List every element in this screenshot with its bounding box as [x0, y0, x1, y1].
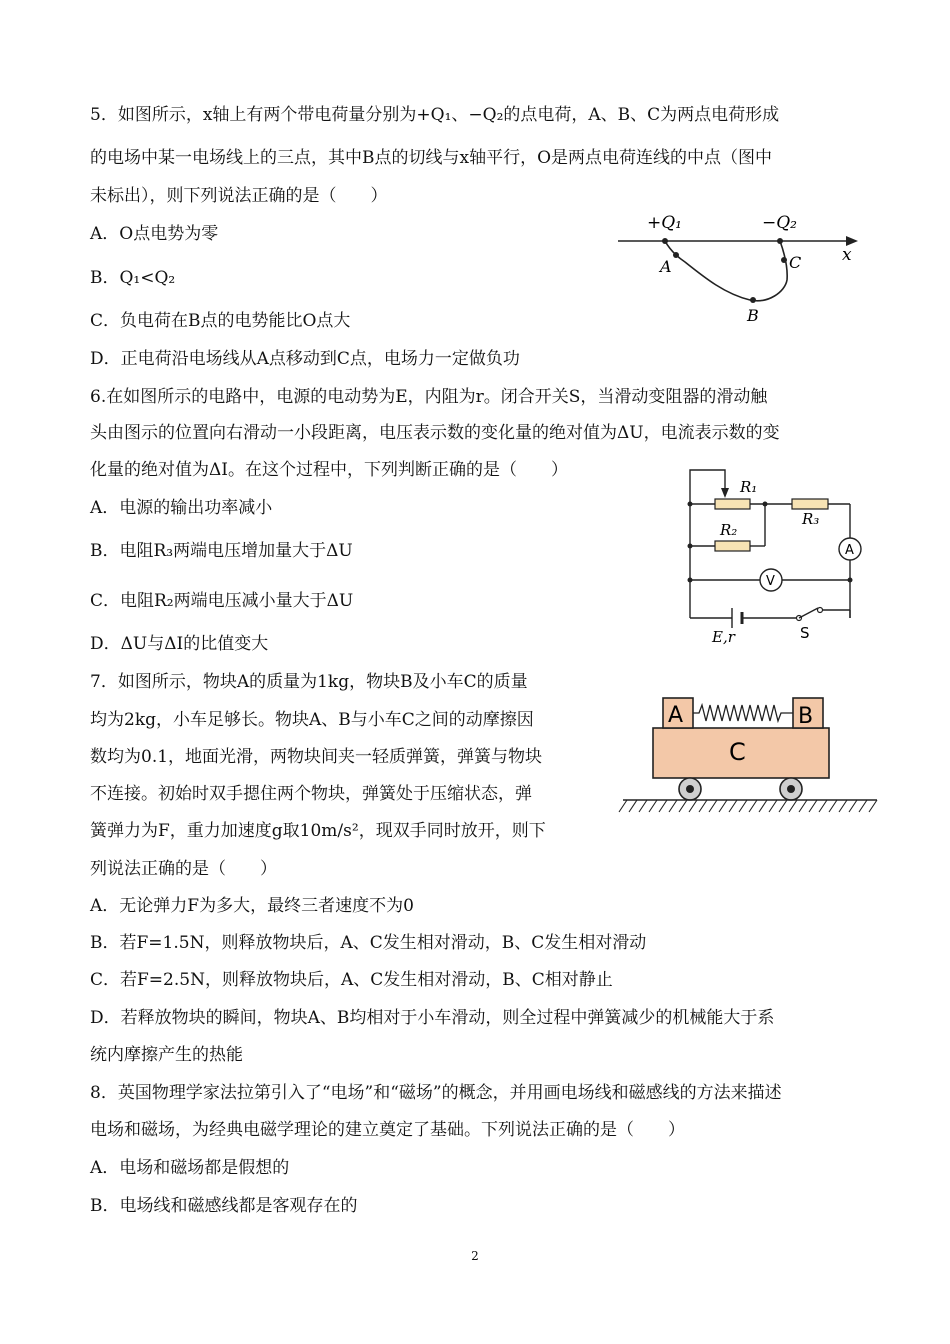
- junction-dot: [763, 502, 768, 507]
- resistor-r1: [715, 499, 750, 509]
- q5-option-c: C．负电荷在B点的电势能比O点大: [90, 311, 351, 331]
- label-q1: +Q₁: [647, 213, 682, 233]
- q5-option-a: A．O点电势为零: [90, 224, 219, 244]
- page-number: 2: [471, 1249, 479, 1263]
- q8-option-b: B．电场线和磁感线都是客观存在的: [90, 1196, 358, 1216]
- label-x: x: [842, 245, 852, 265]
- junction-dot: [688, 578, 693, 583]
- q7-stem-line: 数均为0.1，地面光滑，两物块间夹一轻质弹簧，弹簧与物块: [90, 747, 543, 767]
- label-switch: S: [800, 624, 810, 642]
- switch-contact: [818, 608, 823, 613]
- label-r2: R₂: [720, 521, 738, 539]
- label-c: C: [729, 738, 746, 766]
- q7-stem-line: 均为2kg，小车足够长。物块A、B与小车C之间的动摩擦因: [90, 710, 534, 730]
- q5-stem-line: 5．如图所示，x轴上有两个带电荷量分别为+Q₁、−Q₂的点电荷，A、B、C为两点电荷形成: [90, 105, 780, 125]
- ammeter-label: A: [845, 543, 854, 558]
- switch-lever: [799, 608, 818, 618]
- point-c-dot: [781, 257, 787, 263]
- q6-stem-line: 6.在如图所示的电路中，电源的电动势为E，内阻为r。闭合开关S，当滑动变阻器的滑动触: [90, 387, 768, 407]
- q7-stem-line: 不连接。初始时双手摁住两个物块，弹簧处于压缩状态，弹: [90, 784, 532, 804]
- point-a-dot: [673, 252, 679, 258]
- field-line-curve: [665, 241, 787, 301]
- resistor-r3: [792, 499, 828, 509]
- q7-stem-line: 7．如图所示，物块A的质量为1kg，物块B及小车C的质量: [90, 672, 528, 692]
- q5-stem-line: 未标出），则下列说法正确的是（ ）: [90, 186, 388, 206]
- q6-circuit-figure: [680, 462, 880, 650]
- q8-stem-line: 电场和磁场，为经典电磁学理论的建立奠定了基础。下列说法正确的是（ ）: [90, 1120, 685, 1140]
- label-q2: −Q₂: [762, 213, 797, 233]
- ground-hatch: [619, 800, 877, 812]
- q5-option-b: B．Q₁<Q₂: [90, 268, 176, 288]
- label-a: A: [668, 703, 684, 728]
- q7-stem-line: 簧弹力为F，重力加速度g取10m/s²，现双手同时放开，则下: [90, 821, 546, 841]
- q7-option-d: D．若释放物块的瞬间，物块A、B均相对于小车滑动，则全过程中弹簧减少的机械能大于系: [90, 1008, 775, 1028]
- wheel-right-hub: [787, 785, 795, 793]
- label-r3: R₃: [802, 510, 820, 528]
- q8-stem-line: 8．英国物理学家法拉第引入了“电场”和“磁场”的概念，并用画电场线和磁感线的方法来描述: [90, 1083, 782, 1103]
- q7-cart-figure: [615, 690, 885, 820]
- q5-electric-field-figure: [610, 210, 870, 330]
- q6-stem-line: 化量的绝对值为ΔI。在这个过程中，下列判断正确的是（ ）: [90, 460, 568, 480]
- label-b: B: [798, 704, 814, 729]
- label-c: C: [789, 253, 802, 272]
- q8-option-a: A．电场和磁场都是假想的: [90, 1158, 290, 1178]
- voltmeter-label: V: [766, 574, 775, 589]
- label-source: E,r: [712, 628, 735, 646]
- q5-option-d: D．正电荷沿电场线从A点移动到C点，电场力一定做负功: [90, 349, 520, 369]
- junction-dot: [688, 502, 693, 507]
- q7-stem-line: 列说法正确的是（ ）: [90, 859, 277, 879]
- q7-option-a: A．无论弹力F为多大，最终三者速度不为0: [90, 896, 414, 916]
- q6-option-c: C．电阻R₂两端电压减小量大于ΔU: [90, 591, 354, 611]
- q6-option-d: D．ΔU与ΔI的比值变大: [90, 634, 269, 654]
- label-a: A: [660, 257, 672, 276]
- q6-option-b: B．电阻R₃两端电压增加量大于ΔU: [90, 541, 353, 561]
- spring-icon: [693, 705, 793, 721]
- q5-stem-line: 的电场中某一电场线上的三点，其中B点的切线与x轴平行，O是两点电荷连线的中点（图中: [90, 148, 773, 168]
- resistor-r2: [715, 541, 750, 551]
- q7-option-c: C．若F=2.5N，则释放物块后，A、C发生相对滑动，B、C相对静止: [90, 970, 613, 990]
- q6-option-a: A．电源的输出功率减小: [90, 498, 273, 518]
- q6-stem-line: 头由图示的位置向右滑动一小段距离，电压表示数的变化量的绝对值为ΔU，电流表示数的变: [90, 423, 780, 443]
- label-r1: R₁: [740, 478, 758, 496]
- q7-option-d-continued: 统内摩擦产生的热能: [90, 1045, 243, 1065]
- q7-option-b: B．若F=1.5N，则释放物块后，A、C发生相对滑动，B、C发生相对滑动: [90, 933, 647, 953]
- junction-dot: [848, 578, 853, 583]
- label-b: B: [747, 306, 759, 325]
- slider-arrow-icon: [721, 488, 729, 498]
- point-b-dot: [750, 297, 756, 303]
- wheel-left-hub: [686, 785, 694, 793]
- junction-dot: [688, 544, 693, 549]
